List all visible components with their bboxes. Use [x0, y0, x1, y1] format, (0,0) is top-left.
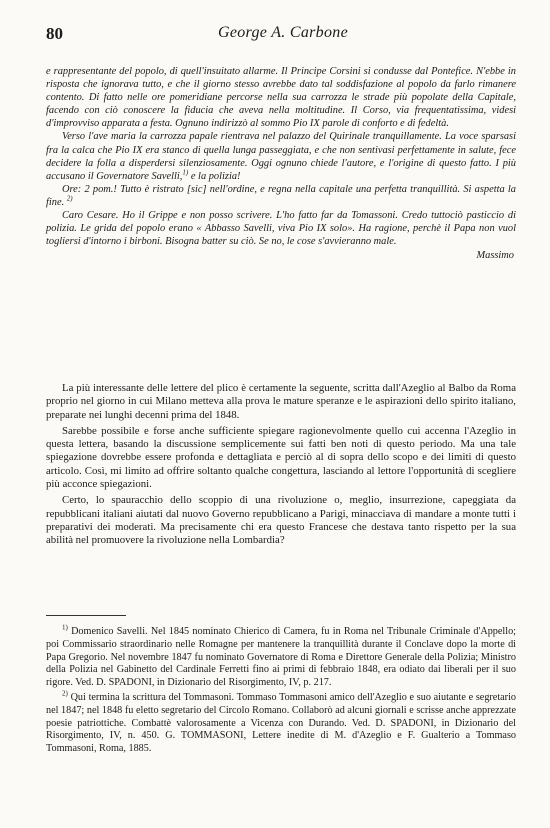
- footnote-ref-1[interactable]: 1): [182, 168, 189, 177]
- quoted-letter: [46, 65, 516, 262]
- footnote-marker: 2): [62, 689, 68, 698]
- footnotes: [46, 623, 516, 758]
- letter-paragraph: [46, 183, 516, 209]
- footnote-2: [46, 689, 516, 756]
- letter-paragraph-tail: e la polizia!: [188, 170, 241, 182]
- footnote-text: Qui termina la scrittura del Tommasoni. Tommaso Tommasoni amico dell'Azeglio e suo aiutante e segretario nel 1847; nel 1848 fu eletto segretario del Circolo Romano. Collaborò ad alcuni giornali e scrisse anche apprezzate poesie patriottiche. Combattè valorosamente a Vicenza con Durando. Ved. D. SPADONI, in Dizionario del Risorgimento, IV, n. 450. G. TOMMASONI, Lettere inedite di M. d'Azeglio e F. Gualterio a Tommaso Tommasoni, Roma, 1885.: [46, 691, 516, 755]
- footnote-text: Domenico Savelli. Nel 1845 nominato Chierico di Camera, fu in Roma nel Tribunale Criminale d'Appello; poi Commissario straordinario nelle Romagne per mantenere la tranquillità durante il Conclave dopo la morte di Papa Gregorio. Nel novembre 1847 fu nominato Governatore di Roma e Direttore Generale della Polizia; Ministro della Polizia nel Gabinetto del Cardinale Ferretti fino ai primi di febbraio 1848, era odiato dai liberali per il suo rigore. Ved. D. SPADONI, in Dizionario del Risorgimento, IV, p. 217.: [46, 626, 516, 689]
- commentary-paragraph: Sarebbe possibile e forse anche sufficiente spiegare ragionevolmente quello cui accenna l'Azeglio in questa lettera, basando la discussione semplicemente sui fatti ben noti di questo periodo. Ma una tale spiegazione dovrebbe essere profonda e dettagliata e perciò al di sopra dello scopo e dei limiti di questo articolo. Così, mi limito ad offrire soltanto qualche congettura, lasciando al lettore l'opportunità di scegliere più acconce spiegazioni.: [46, 424, 516, 491]
- letter-paragraph: e rappresentante del popolo, di quell'insuitato allarme. Il Principe Corsini si condusse dal Pontefice. N'ebbe in risposta che ignorava tutto, e che il giorno stesso avrebbe dato tal soddisfazione al popolo da farlo rimanere contento. Di fatto nelle ore pomeridiane percorse nella sua carrozza le strade più popolate della Capitale, facendo con ciò conoscere la fiducia che aveva nella moltitudine. Il Corso, via frequentatissima, videsi d'improvviso apparata a festa. Ognuno indirizzò al sommo Pio IX parole di conforto e di fedeltà.: [46, 66, 516, 130]
- letter-paragraph: Caro Cesare. Ho il Grippe e non posso scrivere. L'ho fatto far da Tomassoni. Credo tuttociò pasticcio di polizia. Le grida del popolo erano « Abbasso Savelli, viva Pio IX solo». Ha ragione, perchè il Papa non vuol togliersi d'intorno i birboni. Bisogna batter su ciò. Se no, le cose s'avvieranno male.: [46, 210, 516, 248]
- letter-paragraph: [46, 130, 516, 182]
- letter-paragraph-text: Verso l'ave maria la carrozza papale rientrava nel palazzo del Quirinale tranquillamente. La voce sparsasi fra la calca che Pio IX era stanco di quella lunga passeggiata, e che non sentivasi perfettamente in salute, fece decidere la folla a disperdersi silenziosamente. Oggi ognuno chiede l'autore, e l'origine di questo fatto. I più accusano il Governatore Savelli,: [46, 131, 516, 182]
- page-header: [46, 24, 512, 46]
- commentary-paragraph: La più interessante delle lettere del plico è certamente la seguente, scritta dall'Azeglio al Balbo da Roma proprio nel giorno in cui Milano metteva alla prova le mature speranze e le aspirazioni dello spirito italiano, preparate nei lunghi decenni prima del 1848.: [46, 382, 516, 421]
- footnote-1: [46, 623, 516, 690]
- footnote-marker: 1): [62, 623, 68, 632]
- footnote-separator: [46, 615, 126, 616]
- page-number: 80: [46, 24, 63, 43]
- commentary-paragraph: Certo, lo spauracchio dello scoppio di una rivoluzione o, meglio, insurrezione, capeggiata da repubblicani italiani aiutati dal nuovo Governo repubblicano a Parigi, minacciava di mandare a monte tutti i preparativi dei moderati. Ma precisamente chi era questo Francese che destava tanto rispetto per la sua abilità nel promuovere la rivoluzione nella Lombardia?: [46, 494, 516, 547]
- letter-paragraph-text: Ore: 2 pom.! Tutto è ristrato [sic] nell'ordine, e regna nella capitale una perfetta tranquillità. Si aspetta la fine.: [46, 183, 516, 208]
- commentary: [46, 382, 516, 551]
- letter-signature: Massimo: [476, 250, 514, 262]
- running-head: George A. Carbone: [218, 24, 348, 41]
- footnote-ref-2[interactable]: 2): [66, 194, 73, 203]
